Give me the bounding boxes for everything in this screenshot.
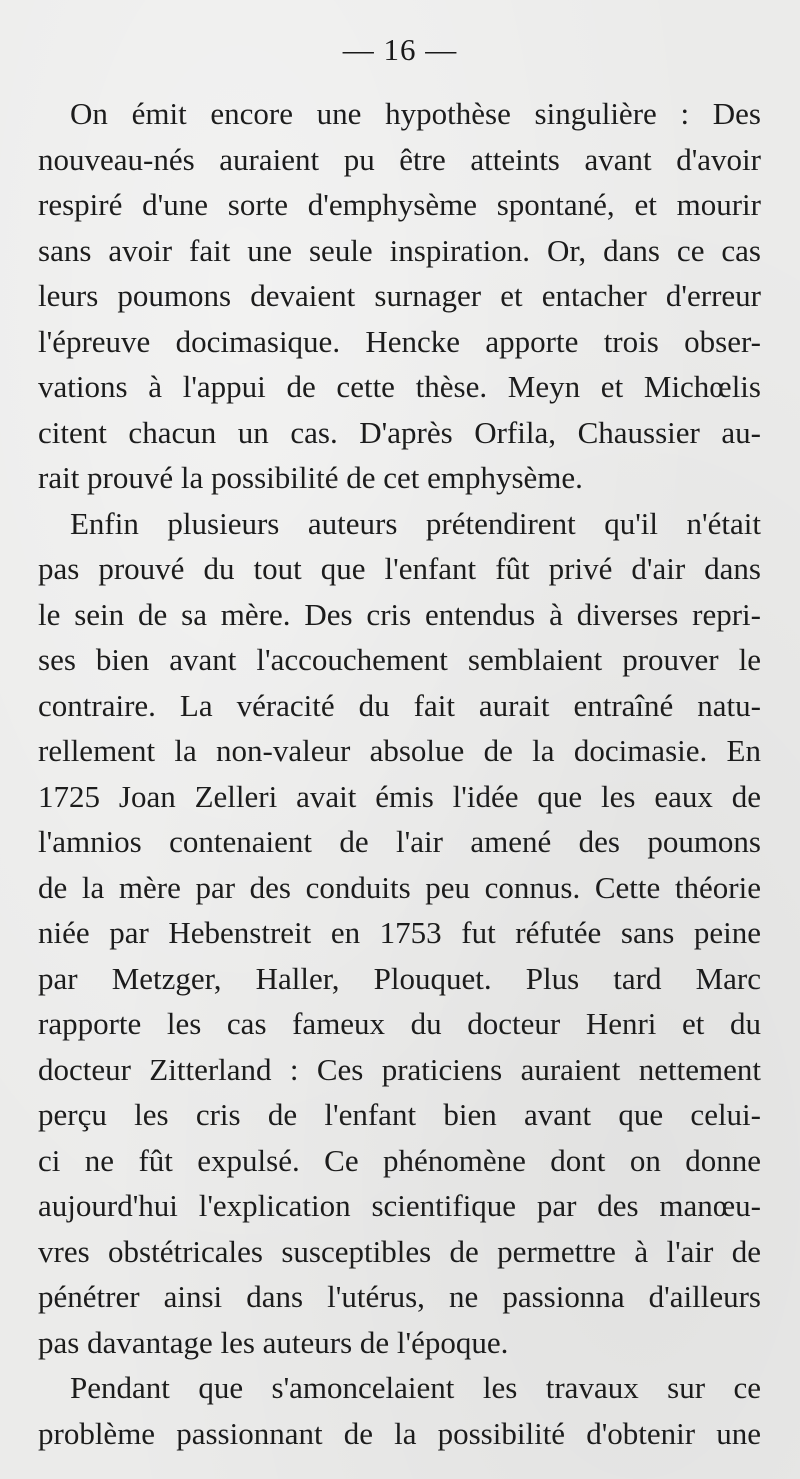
text-line: 1725 Joan Zelleri avait émis l'idée que les eaux de (38, 778, 761, 814)
text-line: pas davantage les auteurs de l'époque. (38, 1324, 509, 1360)
text-line: problème passionnant de la possibilité d'obtenir une (38, 1415, 761, 1451)
text-line: Pendant que s'amoncelaient les travaux sur ce (70, 1370, 761, 1405)
text-line: niée par Hebenstreit en 1753 fut réfutée sans peine (38, 915, 761, 950)
text-line: le sein de sa mère. Des cris entendus à diverses repri- (38, 596, 761, 632)
text-line: nouveau-nés auraient pu être atteints avant d'avoir (38, 141, 761, 177)
text-line: de la mère par des conduits peu connus. Cette théorie (38, 869, 761, 905)
body-text (38, 91, 761, 1456)
page-number: — 16 — (342, 32, 458, 67)
text-line: vres obstétricales susceptibles de permettre à l'air de (38, 1233, 761, 1269)
text-line: leurs poumons devaient surnager et entacher d'erreur (38, 278, 761, 313)
text-line: rellement la non-valeur absolue de la docimasie. En (38, 733, 761, 768)
text-line: l'épreuve docimasique. Hencke apporte trois obser- (38, 323, 761, 359)
text-line: Enfin plusieurs auteurs prétendirent qu'il n'était (70, 505, 761, 541)
text-line: respiré d'une sorte d'emphysème spontané, et mourir (38, 187, 761, 222)
text-line: ci ne fût expulsé. Ce phénomène dont on donne (38, 1142, 761, 1178)
text-line: citent chacun un cas. D'après Orfila, Chaussier au- (38, 414, 761, 450)
text-line: docteur Zitterland : Ces praticiens auraient nettement (38, 1051, 761, 1087)
text-line: vations à l'appui de cette thèse. Meyn et Michœlis (38, 369, 761, 404)
text-line: ses bien avant l'accouchement semblaient prouver le (38, 642, 761, 677)
text-line: pénétrer ainsi dans l'utérus, ne passionna d'ailleurs (38, 1279, 761, 1314)
text-line: perçu les cris de l'enfant bien avant que celui- (38, 1097, 761, 1132)
text-line: aujourd'hui l'explication scientifique par des manœu- (38, 1188, 761, 1223)
text-line: pas prouvé du tout que l'enfant fût privé d'air dans (38, 551, 761, 586)
text-line: rapporte les cas fameux du docteur Henri et du (38, 1006, 761, 1041)
text-line: sans avoir fait une seule inspiration. Or, dans ce cas (38, 232, 761, 268)
text-line: par Metzger, Haller, Plouquet. Plus tard Marc (38, 960, 761, 996)
text-line: contraire. La véracité du fait aurait entraîné natu- (38, 687, 761, 723)
text-line: rait prouvé la possibilité de cet emphysème. (38, 460, 583, 495)
text-line: On émit encore une hypothèse singulière : Des (70, 96, 761, 131)
text-line: l'amnios contenaient de l'air amené des poumons (38, 824, 761, 859)
